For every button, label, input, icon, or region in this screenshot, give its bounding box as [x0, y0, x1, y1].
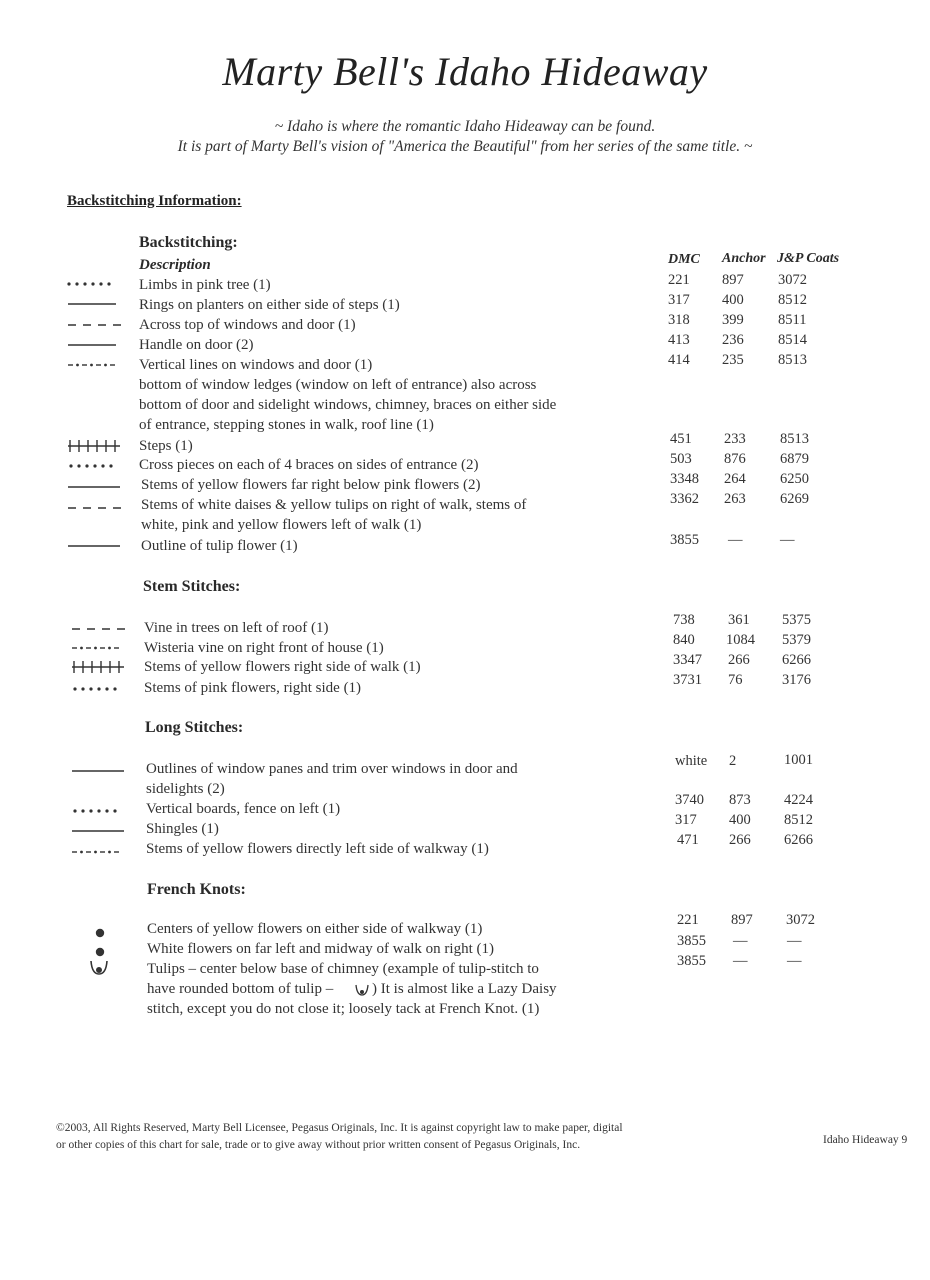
- dashed-line-icon: [68, 320, 124, 330]
- row-description-continued: stitch, except you do not close it; loosely tack at French Knot. (1): [147, 1001, 540, 1017]
- row-description-continued: ) It is almost like a Lazy Daisy: [372, 981, 557, 997]
- jp-coats-column-header: J&P Coats: [777, 251, 840, 266]
- dmc-value: 317: [668, 292, 690, 308]
- dmc-column-header: DMC: [668, 252, 700, 267]
- solid-line-icon: [68, 541, 122, 551]
- dmc-value: 3740: [675, 792, 704, 808]
- row-description: Stems of yellow flowers far right below pink flowers (2): [141, 477, 481, 493]
- jp-coats-value: 3176: [782, 672, 811, 688]
- row-description: Stems of yellow flowers directly left side of walkway (1): [146, 841, 489, 857]
- group-heading-long-stitches: Long Stitches:: [145, 719, 244, 736]
- jp-coats-value: 8512: [784, 812, 813, 828]
- row-description: Tulips – center below base of chimney (example of tulip-stitch to: [147, 961, 539, 977]
- row-description: White flowers on far left and midway of walk on right (1): [147, 941, 494, 957]
- row-description-continued: bottom of door and sidelight windows, chimney, braces on either side: [139, 397, 557, 413]
- row-description: Shingles (1): [146, 821, 219, 837]
- french-knot-icon: [94, 927, 106, 939]
- row-description: Rings on planters on either side of steps (1): [139, 297, 400, 313]
- dmc-value: 221: [668, 272, 690, 288]
- dmc-value: 3348: [670, 471, 699, 487]
- row-description: Limbs in pink tree (1): [139, 277, 271, 293]
- solid-line-icon: [72, 766, 126, 776]
- dmc-value: 3855: [677, 953, 706, 969]
- anchor-value: 897: [722, 272, 744, 288]
- row-description-continued: white, pink and yellow flowers left of walk (1): [141, 517, 422, 533]
- row-description: Vertical lines on windows and door (1): [139, 357, 373, 373]
- dotted-line-icon: [68, 461, 120, 471]
- anchor-value: 400: [729, 812, 751, 828]
- jp-coats-value: 8513: [778, 352, 807, 368]
- solid-line-icon: [68, 340, 118, 350]
- group-heading-backstitching: Backstitching:: [139, 234, 238, 251]
- dashed-line-icon: [72, 624, 128, 634]
- dmc-value: 738: [673, 612, 695, 628]
- anchor-value: 236: [722, 332, 744, 348]
- jp-coats-value: 5379: [782, 632, 811, 648]
- jp-coats-value: 3072: [778, 272, 807, 288]
- row-description-continued: sidelights (2): [146, 781, 225, 797]
- dmc-value: 318: [668, 312, 690, 328]
- jp-coats-value: 4224: [784, 792, 813, 808]
- dmc-value: 3347: [673, 652, 702, 668]
- dashed-line-icon: [68, 503, 124, 513]
- anchor-value: 264: [724, 471, 746, 487]
- row-description: Vine in trees on left of roof (1): [144, 620, 329, 636]
- jp-coats-value: 8513: [780, 431, 809, 447]
- anchor-value: 266: [729, 832, 751, 848]
- row-description: Stems of pink flowers, right side (1): [144, 680, 362, 696]
- tulip-stitch-icon: [88, 959, 110, 979]
- solid-line-icon: [68, 482, 122, 492]
- jp-coats-value: 1001: [784, 752, 813, 768]
- jp-coats-value: 5375: [782, 612, 811, 628]
- row-description: Cross pieces on each of 4 braces on sides of entrance (2): [139, 457, 479, 473]
- jp-coats-value: 3072: [786, 912, 815, 928]
- ladder-line-icon: [68, 439, 122, 453]
- page-title: Marty Bell's Idaho Hideaway: [222, 49, 708, 94]
- dmc-value: 414: [668, 352, 690, 368]
- dmc-value: 451: [670, 431, 692, 447]
- jp-coats-value: 8514: [778, 332, 807, 348]
- dash-dot-line-icon: [68, 360, 120, 370]
- anchor-value: 873: [729, 792, 751, 808]
- jp-coats-value: 6879: [780, 451, 809, 467]
- description-column-header: Description: [139, 257, 211, 273]
- dotted-line-icon: [72, 806, 124, 816]
- dmc-value: 471: [677, 832, 699, 848]
- row-description: Handle on door (2): [139, 337, 254, 353]
- dmc-value: 221: [677, 912, 699, 928]
- dmc-value: 3731: [673, 672, 702, 688]
- anchor-value: 876: [724, 451, 746, 467]
- jp-coats-value: 6269: [780, 491, 809, 507]
- dmc-value: 840: [673, 632, 695, 648]
- row-description: Outlines of window panes and trim over windows in door and: [146, 761, 518, 777]
- dmc-value: 413: [668, 332, 690, 348]
- row-description: Across top of windows and door (1): [139, 317, 356, 333]
- anchor-value: —: [733, 933, 748, 949]
- anchor-value: 263: [724, 491, 746, 507]
- group-heading-stem-stitches: Stem Stitches:: [143, 578, 241, 595]
- subtitle-line-1: ~ Idaho is where the romantic Idaho Hideaway can be found.: [274, 118, 656, 135]
- solid-line-icon: [68, 299, 118, 309]
- dmc-value: 3855: [677, 933, 706, 949]
- dash-dot-line-icon: [72, 847, 124, 857]
- french-knot-icon: [94, 946, 106, 958]
- anchor-value: 399: [722, 312, 744, 328]
- copyright-notice-line-2: or other copies of this chart for sale, trade or to give away without prior written consent of Pegasus Originals, Inc.: [56, 1139, 581, 1151]
- jp-coats-value: 8511: [778, 312, 807, 328]
- page-label: Idaho Hideaway 9: [823, 1134, 908, 1146]
- anchor-value: 266: [728, 652, 750, 668]
- row-description-continued: have rounded bottom of tulip –: [147, 981, 334, 997]
- jp-coats-value: —: [787, 953, 802, 969]
- dmc-value: 503: [670, 451, 692, 467]
- row-description: Stems of yellow flowers right side of walk (1): [144, 659, 421, 675]
- anchor-value: 76: [728, 672, 743, 688]
- anchor-value: 897: [731, 912, 753, 928]
- anchor-value: 233: [724, 431, 746, 447]
- jp-coats-value: —: [787, 933, 802, 949]
- ladder-line-icon: [72, 660, 126, 674]
- dmc-value: 317: [675, 812, 697, 828]
- dotted-line-icon: [66, 279, 118, 289]
- row-description-continued: bottom of window ledges (window on left of entrance) also across: [139, 377, 537, 393]
- group-heading-french-knots: French Knots:: [147, 881, 246, 898]
- anchor-value: 361: [728, 612, 750, 628]
- tulip-stitch-icon: [354, 983, 370, 999]
- subtitle-line-2: It is part of Marty Bell's vision of "America the Beautiful" from her series of the same title. ~: [177, 138, 753, 155]
- jp-coats-value: 8512: [778, 292, 807, 308]
- row-description-continued: of entrance, stepping stones in walk, roof line (1): [139, 417, 434, 433]
- anchor-value: 400: [722, 292, 744, 308]
- anchor-column-header: Anchor: [722, 251, 766, 266]
- row-description: Centers of yellow flowers on either side of walkway (1): [147, 921, 483, 937]
- dotted-line-icon: [72, 684, 124, 694]
- dmc-value: white: [675, 753, 708, 769]
- anchor-value: —: [728, 532, 743, 548]
- anchor-value: 235: [722, 352, 744, 368]
- anchor-value: 1084: [726, 632, 755, 648]
- anchor-value: —: [733, 953, 748, 969]
- dmc-value: 3362: [670, 491, 699, 507]
- dmc-value: 3855: [670, 532, 699, 548]
- anchor-value: 2: [729, 753, 737, 769]
- solid-line-icon: [72, 826, 126, 836]
- row-description: Steps (1): [139, 438, 193, 454]
- row-description: Outline of tulip flower (1): [141, 538, 298, 554]
- copyright-notice-line-1: ©2003, All Rights Reserved, Marty Bell Licensee, Pegasus Originals, Inc. It is against copyright law to make paper, digital: [56, 1122, 623, 1134]
- jp-coats-value: —: [780, 532, 795, 548]
- jp-coats-value: 6266: [782, 652, 811, 668]
- jp-coats-value: 6250: [780, 471, 809, 487]
- section-heading: Backstitching Information:: [67, 193, 242, 209]
- row-description: Wisteria vine on right front of house (1): [144, 640, 384, 656]
- row-description: Stems of white daises & yellow tulips on right of walk, stems of: [141, 497, 527, 513]
- jp-coats-value: 6266: [784, 832, 813, 848]
- dash-dot-line-icon: [72, 643, 124, 653]
- row-description: Vertical boards, fence on left (1): [146, 801, 341, 817]
